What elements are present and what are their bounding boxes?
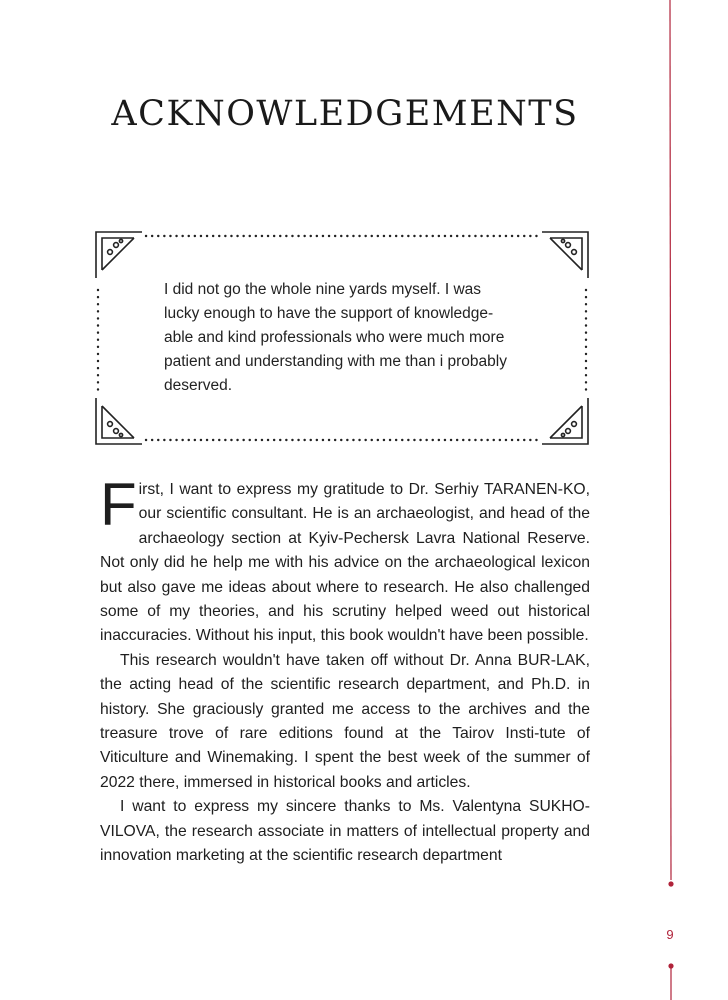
corner-ornament-bottom-left xyxy=(96,398,142,444)
drop-cap: F xyxy=(100,471,137,538)
body-text xyxy=(100,471,590,869)
corner-ornament-top-left xyxy=(96,232,142,278)
quote-line: able and kind professionals who were much more xyxy=(164,329,505,346)
corner-ornament-bottom-right xyxy=(542,398,588,444)
page-number: 9 xyxy=(666,927,674,942)
quote-line: lucky enough to have the support of knowledge- xyxy=(164,305,494,322)
page-title: ACKNOWLEDGEMENTS xyxy=(111,94,579,134)
quote-line: deserved. xyxy=(164,377,233,394)
paragraph-1-text: irst, I want to express my gratitude to Dr. Serhiy TARANEN-KO, our scientific consultant. He is an archaeologist, and head of the archaeology section at Kyiv-Pechersk Lavra National Reserve. Not only did he help me with his advice on the archaeological lexicon but also gave me ideas about where to research. He also challenged some of my theories, and his scrutiny helped weed out historical inaccuracies. Without his input, this book wouldn't have been possible. xyxy=(100,481,590,645)
quote-line: patient and understanding with me than i probably xyxy=(164,353,507,370)
paragraph-1 xyxy=(100,471,590,649)
quote-line: I did not go the whole nine yards myself. I was xyxy=(164,281,482,298)
epigraph-quote xyxy=(164,278,530,398)
paragraph-2: This research wouldn't have taken off without Dr. Anna BUR-LAK, the acting head of the scientific research department, and Ph.D. in history. She graciously granted me access to the archives and the treasure trove of rare editions found at the Tairov Insti-tute of Viticulture and Winemaking. I spent the best week of the summer of 2022 there, immersed in historical books and articles. xyxy=(100,651,590,791)
margin-rule xyxy=(660,0,690,1000)
margin-rule-dot-top xyxy=(668,881,673,886)
corner-ornament-top-right xyxy=(542,232,588,278)
paragraph-3: I want to express my sincere thanks to Ms. Valentyna SUKHO-VILOVA, the research associate in matters of intellectual property and innovation marketing at the scientific research department xyxy=(100,798,590,865)
